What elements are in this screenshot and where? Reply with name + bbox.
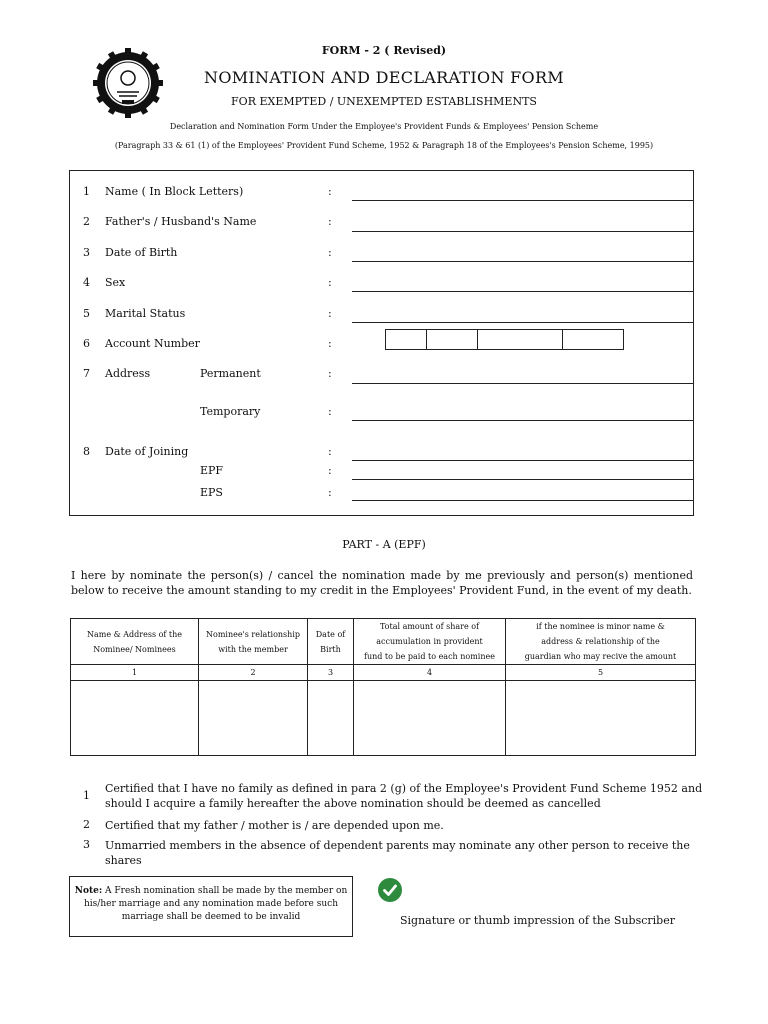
name-field[interactable] <box>352 200 694 201</box>
paragraph-reference: (Paragraph 33 & 61 (1) of the Employees' Provident Fund Scheme, 1952 & Paragraph 18 of the Employees's Pension Scheme, 1995) <box>114 141 654 150</box>
form-title: NOMINATION AND DECLARATION FORM <box>204 68 564 87</box>
sex-field[interactable] <box>352 291 694 292</box>
address-label: Address <box>105 367 151 380</box>
colon: : <box>328 367 332 380</box>
form-subtitle: FOR EXEMPTED / UNEXEMPTED ESTABLISHMENTS <box>231 95 537 108</box>
guardian-cell[interactable] <box>506 681 696 756</box>
field-number: 6 <box>83 337 90 350</box>
declaration-line: Declaration and Nomination Form Under the Employee's Provident Funds & Employees' Pension Scheme <box>169 122 599 131</box>
certification-text: Unmarried members in the absence of dependent parents may nominate any other person to receive the shares <box>105 839 690 867</box>
nominee-name-cell[interactable] <box>71 681 199 756</box>
father-husband-name-field[interactable] <box>352 231 694 232</box>
field-number: 8 <box>83 445 90 458</box>
date-of-birth-label: Date of Birth <box>105 246 178 259</box>
account-number-label: Account Number <box>105 337 200 350</box>
field-number: 1 <box>83 185 90 198</box>
marital-status-label: Marital Status <box>105 307 186 320</box>
eps-label: EPS <box>200 486 223 499</box>
date-of-birth-field[interactable] <box>352 261 694 262</box>
note-label: Note: <box>74 886 103 896</box>
certification-number: 2 <box>83 818 90 831</box>
permanent-address-field[interactable] <box>352 383 694 384</box>
colon: : <box>328 185 332 198</box>
column-header-date-of-birth: Date of Birth <box>308 619 354 665</box>
share-amount-cell[interactable] <box>354 681 506 756</box>
column-number-row <box>71 665 696 681</box>
column-header-relationship: Nominee's relationship with the member <box>199 619 308 665</box>
table-row <box>71 681 696 756</box>
colon: : <box>328 276 332 289</box>
field-number: 2 <box>83 215 90 228</box>
colon: : <box>328 337 332 350</box>
certification-number: 3 <box>83 838 90 851</box>
colon: : <box>328 486 332 499</box>
field-number: 5 <box>83 307 90 320</box>
part-a-heading: PART - A (EPF) <box>342 538 426 551</box>
relationship-cell[interactable] <box>199 681 308 756</box>
marital-status-field[interactable] <box>352 322 694 323</box>
certification-text: Certified that my father / mother is / are depended upon me. <box>105 819 444 832</box>
date-of-birth-cell[interactable] <box>308 681 354 756</box>
column-header-name-address: Name & Address of the Nominee/ Nominees <box>71 619 199 665</box>
account-number-box[interactable] <box>477 329 563 350</box>
nomination-statement: I here by nominate the person(s) / cancel the nomination made by me previously and person(s) mentioned below to receive the amount standing to my credit in the Employees' Provident Fund, in the event of my death. <box>71 569 693 597</box>
field-number: 7 <box>83 367 90 380</box>
colon: : <box>328 307 332 320</box>
epf-label: EPF <box>200 464 224 477</box>
check-icon <box>378 878 402 902</box>
nominee-table <box>70 618 696 756</box>
column-header-share-amount: Total amount of share of accumulation in provident fund to be paid to each nominee <box>354 619 506 665</box>
certification-number: 1 <box>83 789 90 802</box>
signature-label: Signature or thumb impression of the Subscriber <box>400 914 675 927</box>
colon: : <box>328 215 332 228</box>
column-header-guardian: if the nominee is minor name & address & relationship of the guardian who may recive the amount <box>506 619 696 665</box>
eps-joining-field[interactable] <box>352 500 694 501</box>
date-of-joining-field[interactable] <box>352 460 694 461</box>
permanent-address-label: Permanent <box>200 367 261 380</box>
column-number: 4 <box>354 665 506 681</box>
colon: : <box>328 246 332 259</box>
colon: : <box>328 405 332 418</box>
column-number: 3 <box>308 665 354 681</box>
name-label: Name ( In Block Letters) <box>105 185 244 198</box>
column-number: 1 <box>71 665 199 681</box>
table-header-row <box>71 619 696 665</box>
temporary-address-field[interactable] <box>352 420 694 421</box>
field-number: 4 <box>83 276 90 289</box>
date-of-joining-label: Date of Joining <box>105 445 189 458</box>
check-mark-glyph <box>378 878 402 902</box>
father-husband-name-label: Father's / Husband's Name <box>105 215 257 228</box>
sex-label: Sex <box>105 276 126 289</box>
colon: : <box>328 445 332 458</box>
field-number: 3 <box>83 246 90 259</box>
account-number-box[interactable] <box>426 329 478 350</box>
column-number: 5 <box>506 665 696 681</box>
colon: : <box>328 464 332 477</box>
note-box <box>69 876 353 937</box>
account-number-box[interactable] <box>562 329 624 350</box>
form-number: FORM - 2 ( Revised) <box>321 44 447 57</box>
account-number-boxes <box>386 329 624 350</box>
certification-text: Certified that I have no family as defined in para 2 (g) of the Employee's Provident Fund Scheme 1952 and should I acquire a family hereafter the above nomination should be deemed as cancelled <box>105 782 703 810</box>
account-number-box[interactable] <box>385 329 427 350</box>
note-text: A Fresh nomination shall be made by the member on his/her marriage and any nomination made before such marriage shall be deemed to be invalid <box>84 886 348 922</box>
column-number: 2 <box>199 665 308 681</box>
epf-joining-field[interactable] <box>352 479 694 480</box>
temporary-address-label: Temporary <box>200 405 261 418</box>
